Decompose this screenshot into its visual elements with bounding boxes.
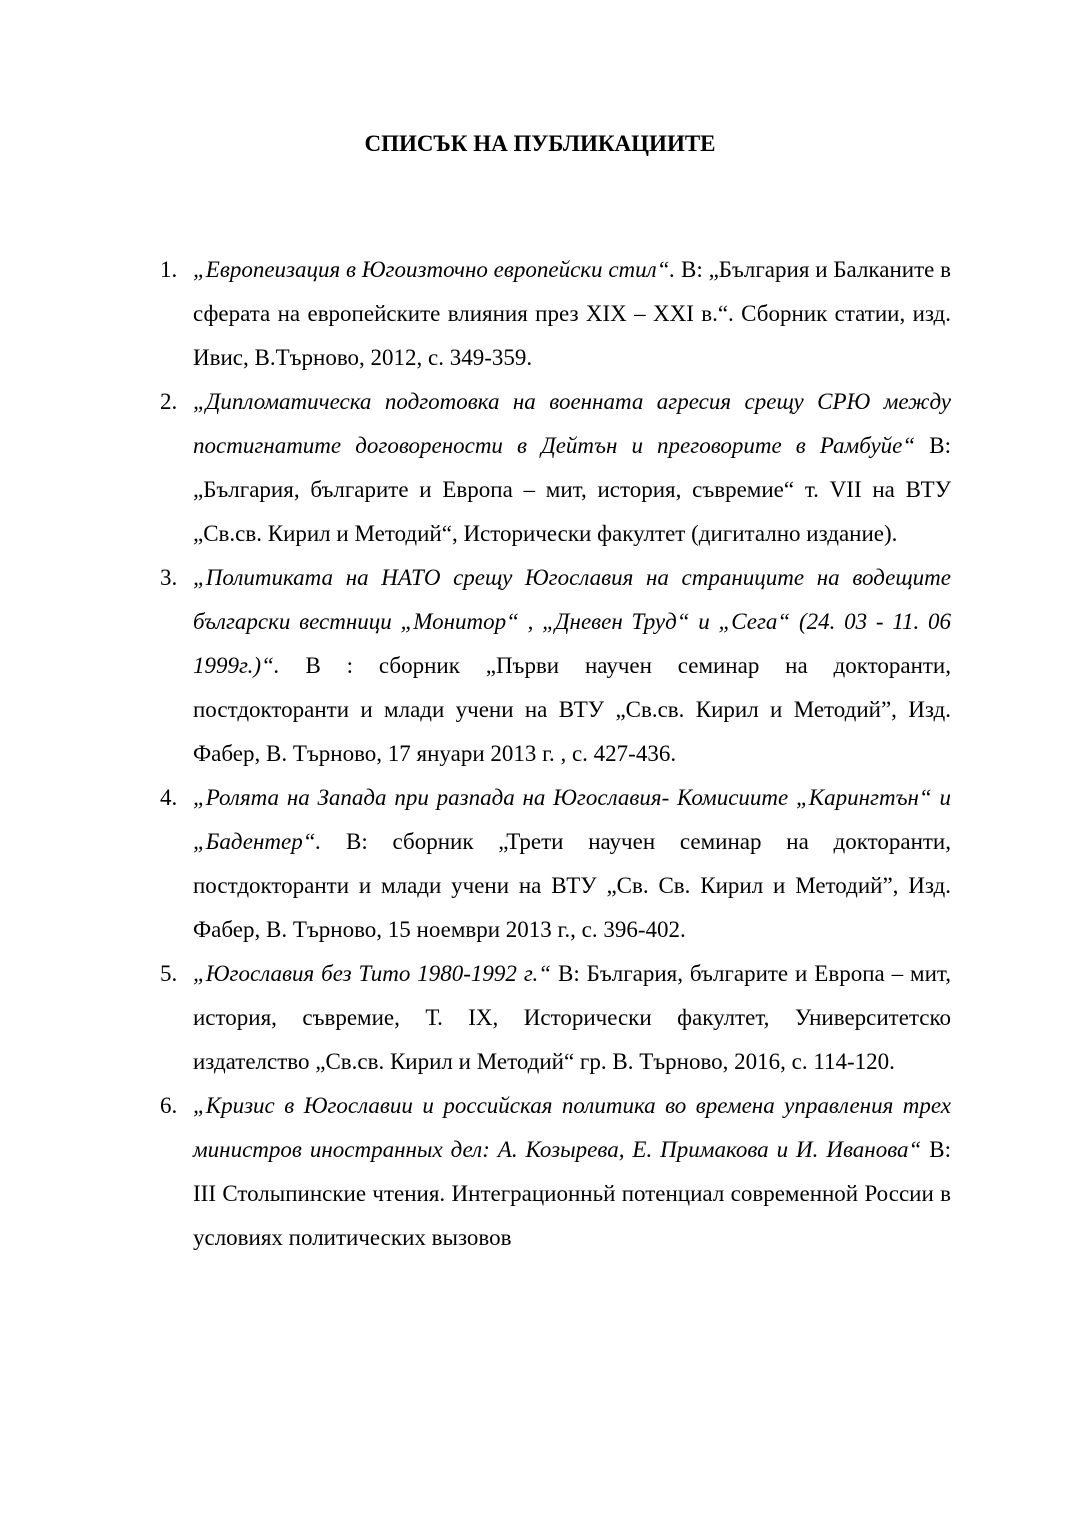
publication-details: В: България, българите и Европа – мит, история, съвремие, Т. IX, Исторически факултет, Университетско издателство „Св.св. Кирил и Методий“ гр. В. Търново, 2016, с. 114-120. (193, 961, 951, 1074)
publication-title: „Югославия без Тито 1980-1992 г.“ (193, 961, 552, 986)
publication-details: В: сборник „Трети научен семинар на докторанти, постдокторанти и млади учени на ВТУ „Св. Св. Кирил и Методий”, Изд. Фабер, В. Търново, 15 ноември 2013 г., с. 396-402. (193, 829, 951, 942)
list-item-text (193, 565, 951, 766)
list-item (160, 556, 951, 776)
list-item-text (193, 785, 951, 942)
list-item-number: 1. (160, 257, 178, 282)
publication-title: „Кризис в Югославии и российская политика во времена управления трех министров иностранных дел: А. Козырева, Е. Примакова и И. Иванова“ (193, 1093, 951, 1162)
publication-title: „Дипломатическа подготовка на военната агресия срещу СРЮ между постигнатите договорености в Дейтън и преговорите в Рамбуйе“ (193, 389, 951, 458)
list-item (160, 1084, 951, 1260)
publication-details: В : сборник „Първи научен семинар на докторанти, постдокторанти и млади учени на ВТУ „Св.св. Кирил и Методий”, Изд. Фабер, В. Търново, 17 януари 2013 г. , с. 427-436. (193, 653, 951, 766)
list-item (160, 952, 951, 1084)
publication-details: В: „България, българите и Европа – мит, история, съвремие“ т. VII на ВТУ „Св.св. Кирил и Методий“, Исторически факултет (дигитално издание). (193, 433, 951, 546)
list-item (160, 776, 951, 952)
list-item-text (193, 961, 951, 1074)
publication-list (0, 248, 1080, 1260)
list-item (160, 380, 951, 556)
list-item-text (193, 1093, 951, 1250)
list-item-number: 2. (160, 389, 178, 414)
list-item-number: 6. (160, 1093, 178, 1118)
list-item-text (193, 389, 951, 546)
publication-title: „Политиката на НАТО срещу Югославия на страниците на водещите български вестници „Монитор“ , „Дневен Труд“ и „Сега“ (24. 03 - 11. 06 1999г.)“. (193, 565, 951, 678)
publication-title: „Европеизация в Югоизточно европейски стил“. (193, 257, 676, 282)
page-title: СПИСЪК НА ПУБЛИКАЦИИТЕ (364, 131, 716, 156)
publication-details: В: III Столыпинские чтения. Интеграционньй потенциал современной России в условиях политических вызовов (193, 1137, 951, 1250)
list-item-number: 3. (160, 565, 178, 590)
list-item (160, 248, 951, 380)
publication-title: „Ролята на Запада при разпада на Югославия- Комисиите „Карингтън“ и „Бадентер“. (193, 785, 951, 854)
list-item-number: 4. (160, 785, 178, 810)
list-item-number: 5. (160, 961, 178, 986)
publication-details: В: „България и Балканите в сферата на европейските влияния през XIX – XXI в.“. Сборник статии, изд. Ивис, В.Търново, 2012, с. 349-359. (193, 257, 951, 370)
list-item-text (193, 257, 951, 370)
